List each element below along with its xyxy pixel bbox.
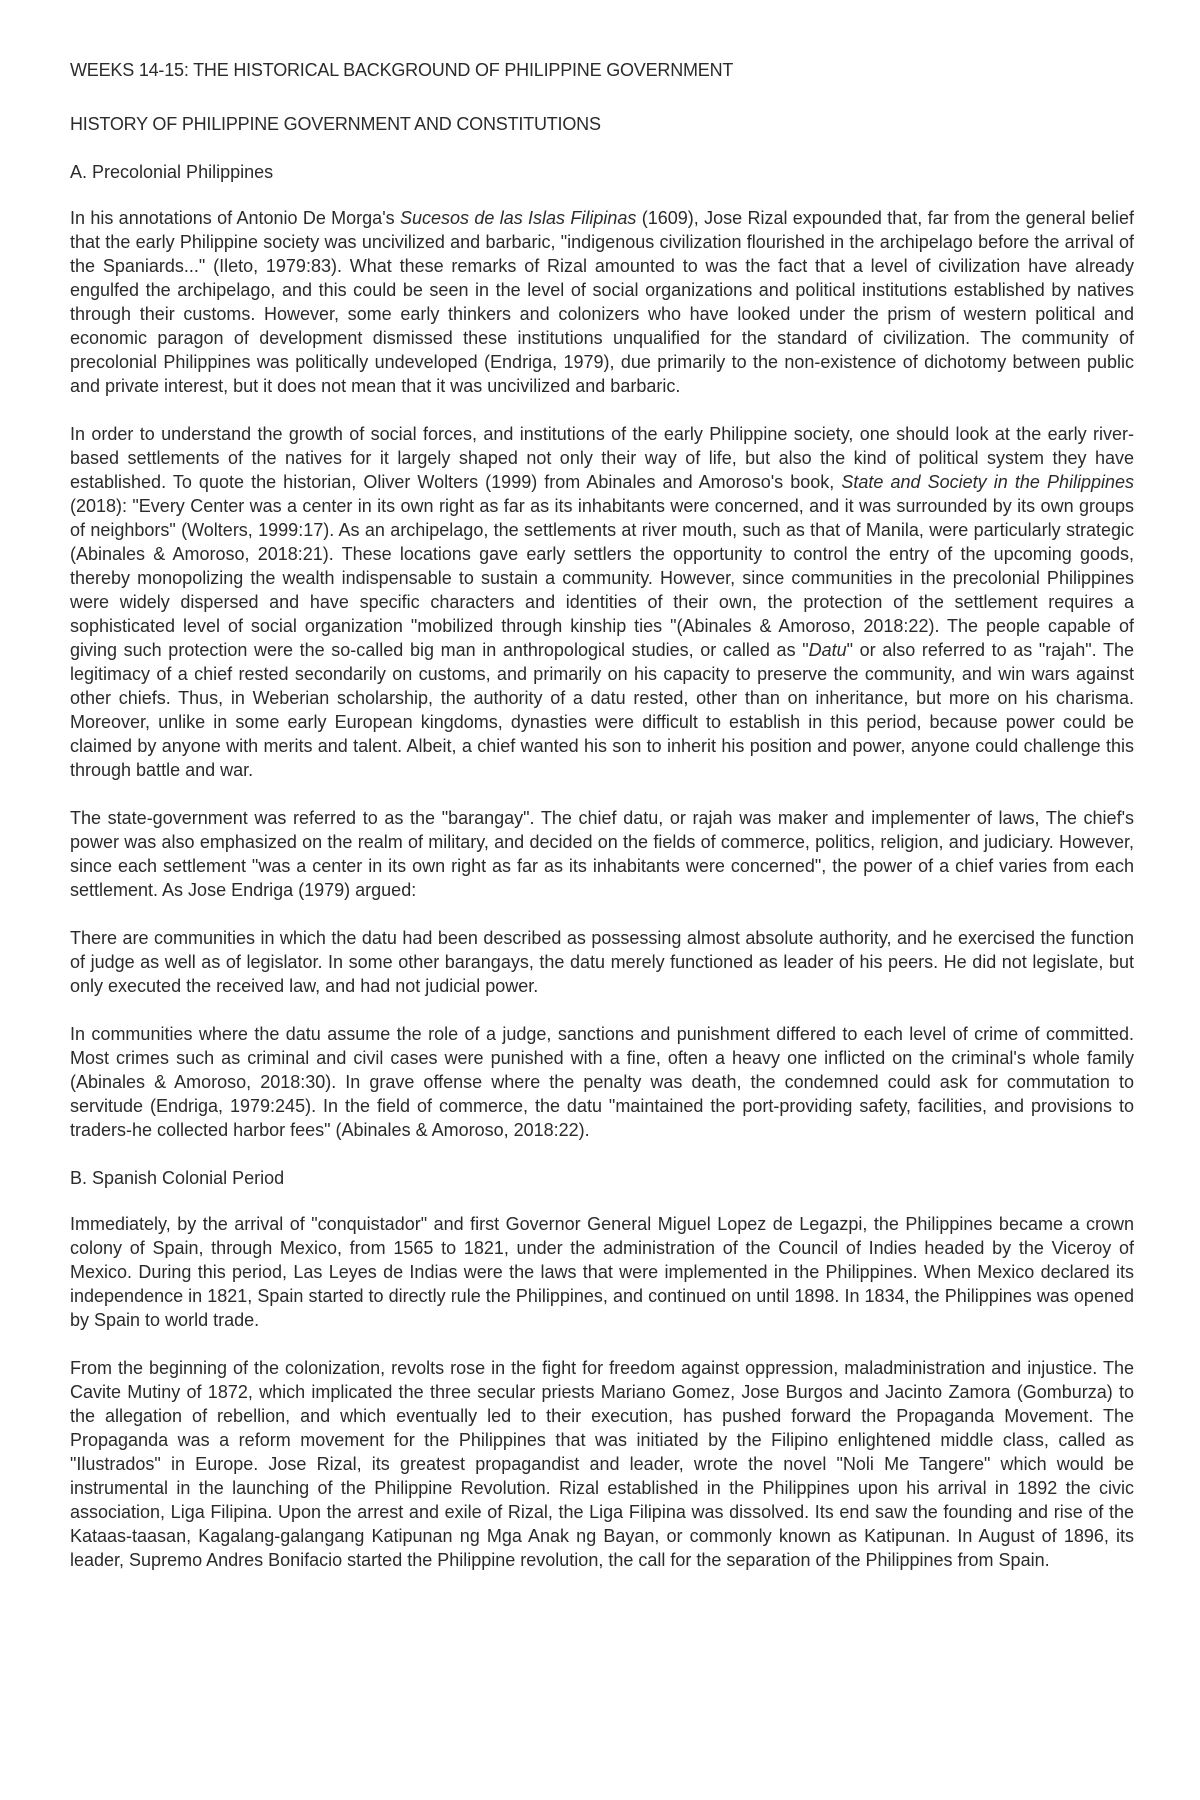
section-heading-spanish-colonial: B. Spanish Colonial Period bbox=[70, 1168, 285, 1188]
section-spanish-colonial bbox=[70, 1166, 1134, 1572]
paragraph: The state-government was referred to as the "barangay". The chief datu, or rajah was maker and implementer of laws, The chief's power was also emphasized on the realm of military, and decided on the fields of commerce, politics, religion, and judiciary. However, since each settlement "was a center in its own right as far as its inhabitants were concerned", the power of a chief varies from each settlement. As Jose Endriga (1979) argued: bbox=[70, 808, 1134, 900]
document-title: WEEKS 14-15: THE HISTORICAL BACKGROUND OF PHILIPPINE GOVERNMENT bbox=[70, 60, 734, 80]
document-page bbox=[70, 58, 1134, 1596]
paragraph: From the beginning of the colonization, revolts rose in the fight for freedom against oppression, maladministration and injustice. The Cavite Mutiny of 1872, which implicated the three secular priests Mariano Gomez, Jose Burgos and Jacinto Zamora (Gomburza) to the allegation of rebellion, and which eventually led to their execution, has pushed forward the Propaganda Movement. The Propaganda was a reform movement for the Philippines that was initiated by the Filipino enlightened middle class, called as "Ilustrados" in Europe. Jose Rizal, its greatest propagandist and leader, wrote the novel "Noli Me Tangere" which would be instrumental in the launching of the Philippine Revolution. Rizal established in the Philippines upon his arrival in 1892 the civic association, Liga Filipina. Upon the arrest and exile of Rizal, the Liga Filipina was dissolved. Its end saw the founding and rise of the Kataas-taasan, Kagalang-galangang Katipunan ng Mga Anak ng Bayan, or commonly known as Katipunan. In August of 1896, its leader, Supremo Andres Bonifacio started the Philippine revolution, the call for the separation of the Philippines from Spain. bbox=[70, 1358, 1134, 1570]
paragraph: In communities where the datu assume the role of a judge, sanctions and punishment differed to each level of crime of committed. Most crimes such as criminal and civil cases were punished with a fine, often a heavy one inflicted on the criminal's whole family (Abinales & Amoroso, 2018:30). In grave offense where the penalty was death, the condemned could ask for commutation to servitude (Endriga, 1979:245). In the field of commerce, the datu "maintained the port-providing safety, facilities, and provisions to traders-he collected harbor fees" (Abinales & Amoroso, 2018:22). bbox=[70, 1024, 1134, 1140]
section-title: HISTORY OF PHILIPPINE GOVERNMENT AND CONSTITUTIONS bbox=[70, 114, 601, 134]
section-heading-precolonial: A. Precolonial Philippines bbox=[70, 162, 274, 182]
paragraph: In his annotations of Antonio De Morga's Sucesos de las Islas Filipinas (1609), Jose Rizal expounded that, far from the general belief that the early Philippine society was uncivilized and barbaric, "indigenous civilization flourished in the archipelago before the arrival of the Spaniards..." (Ileto, 1979:83). What these remarks of Rizal amounted to was the fact that a level of civilization have already engulfed the archipelago, and this could be seen in the level of social organizations and political institutions established by natives through their customs. However, some early thinkers and colonizers who have looked under the prism of western political and economic paragon of development dismissed these institutions unqualified for the standard of civilization. The community of precolonial Philippines was politically undeveloped (Endriga, 1979), due primarily to the non-existence of dichotomy between public and private interest, but it does not mean that it was uncivilized and barbaric. bbox=[70, 208, 1135, 396]
block-quote: There are communities in which the datu had been described as possessing almost absolute authority, and he exercised the function of judge as well as of legislator. In some other barangays, the datu merely functioned as leader of his peers. He did not legislate, but only executed the received law, and had not judicial power. bbox=[70, 928, 1134, 996]
paragraph: In order to understand the growth of social forces, and institutions of the early Philippine society, one should look at the early river-based settlements of the natives for it largely shaped not only their way of life, but also the kind of political system they have established. To quote the historian, Oliver Wolters (1999) from Abinales and Amoroso's book, State and Society in the Philippines (2018): "Every Center was a center in its own right as far as its inhabitants were concerned, and it was surrounded by its own groups of neighbors" (Wolters, 1999:17). As an archipelago, the settlements at river mouth, such as that of Manila, were particularly strategic (Abinales & Amoroso, 2018:21). These locations gave early settlers the opportunity to control the entry of the upcoming goods, thereby monopolizing the wealth indispensable to sustain a community. However, since communities in the precolonial Philippines were widely dispersed and have specific characters and identities of their own, the protection of the settlement requires a sophisticated level of social organization "mobilized through kinship ties "(Abinales & Amoroso, 2018:22). The people capable of giving such protection were the so-called big man in anthropological studies, or called as "Datu" or also referred to as "rajah". The legitimacy of a chief rested secondarily on customs, and primarily on his capacity to preserve the community, and win wars against other chiefs. Thus, in Weberian scholarship, the authority of a datu rested, other than on inheritance, but more on his charisma. Moreover, unlike in some early European kingdoms, dynasties were difficult to establish in this period, because power could be claimed by anyone with merits and talent. Albeit, a chief wanted his son to inherit his position and power, anyone could challenge this through battle and war. bbox=[70, 424, 1134, 780]
section-precolonial bbox=[70, 160, 1134, 1142]
paragraph: Immediately, by the arrival of "conquistador" and first Governor General Miguel Lopez de Legazpi, the Philippines became a crown colony of Spain, through Mexico, from 1565 to 1821, under the administration of the Council of Indies headed by the Viceroy of Mexico. During this period, Las Leyes de Indias were the laws that were implemented in the Philippines. When Mexico declared its independence in 1821, Spain started to directly rule the Philippines, and continued on until 1898. In 1834, the Philippines was opened by Spain to world trade. bbox=[70, 1214, 1134, 1330]
